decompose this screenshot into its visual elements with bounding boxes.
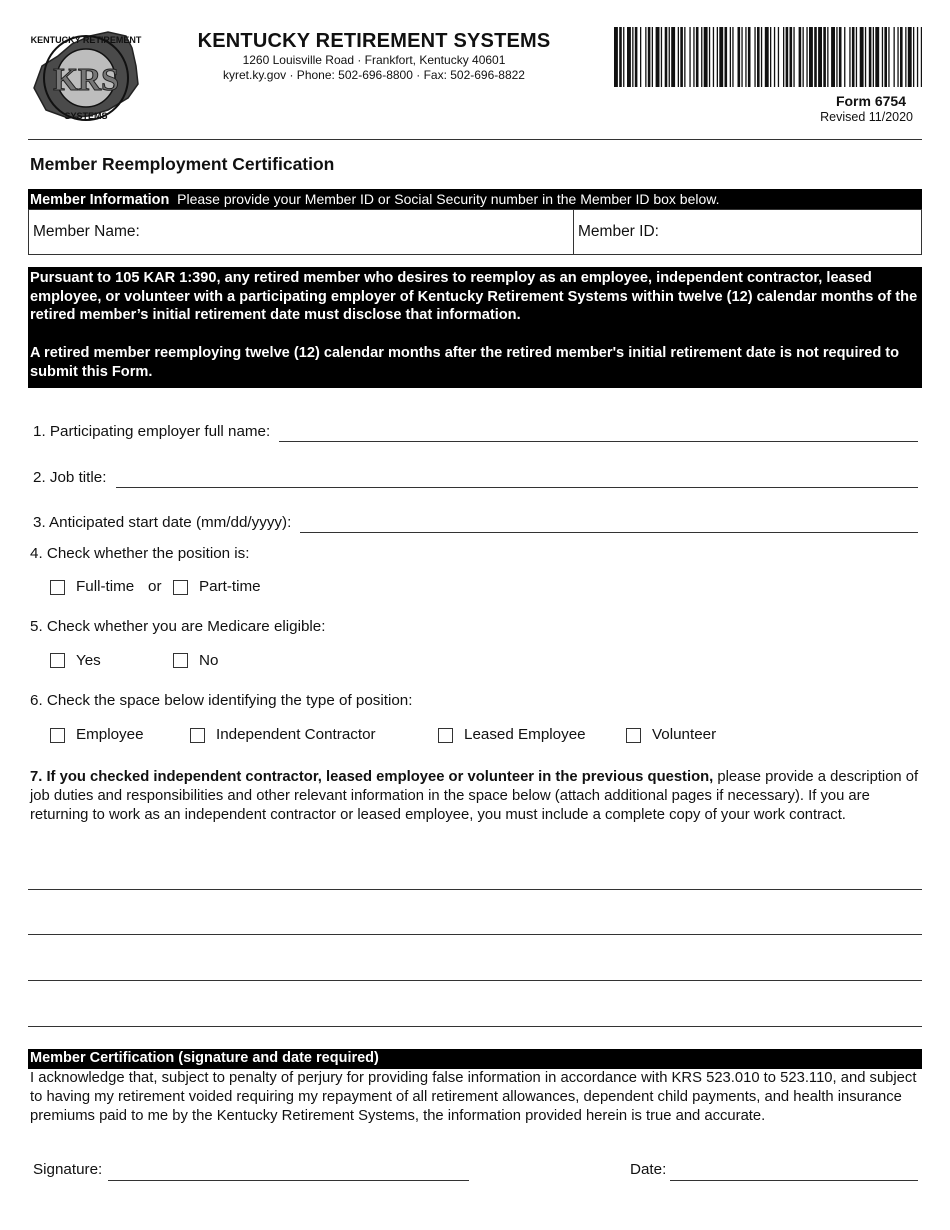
barcode-bar [852,27,855,87]
barcode-bar [856,27,857,87]
parttime-label: Part-time [199,578,261,595]
q7-bold: 7. If you checked independent contractor, leased employee or volunteer in the previous question, [30,769,714,785]
job-title-field[interactable] [116,487,918,488]
form-number: Form 6754 [835,93,906,109]
barcode-bar [827,27,828,87]
notice-paragraph-1: Pursuant to 105 KAR 1:390, any retired member who desires to reemploy as an employee, independent contractor, leased employee, or volunteer with a participating employer of Kentucky Retirement Systems within twelve (12) calendar months of the retired member’s initial retirement date must disclose that information. [30,270,918,324]
barcode-bar [900,27,903,87]
barcode-bar [783,27,784,87]
date-label: Date: [630,1161,667,1178]
description-line-3[interactable] [28,980,922,981]
revised-date: Revised 11/2020 [820,110,913,124]
medicare-no-label: No [199,652,219,669]
medicare-no-checkbox[interactable] [173,653,188,668]
header-divider [28,139,922,140]
barcode-bar [806,27,807,87]
barcode-bar [905,27,906,87]
certification-text: I acknowledge that, subject to penalty of perjury for providing false information in accordance with KRS 523.010 to 523.110, and subject to having my retirement voided requiring my repayment of all retirement allowances, dependent child payments, and health insurance premiums paid to me by the Kentucky Retirement Systems, the information provided herein is true and accurate. [30,1070,917,1124]
certification-heading: Member Certification (signature and date required) [28,1049,922,1069]
barcode-bar [632,27,633,87]
barcode-bar [865,27,866,87]
barcode-bar [765,27,769,87]
barcode-bar [627,27,631,87]
contractor-checkbox[interactable] [190,728,205,743]
barcode-bar [684,27,685,87]
barcode-bar [875,27,879,87]
barcode-bar [678,27,679,87]
q6-label: 6. Check the space below identifying the type of position: [30,692,413,709]
barcode-bar [745,27,746,87]
volunteer-checkbox[interactable] [626,728,641,743]
krs-logo [28,26,142,126]
fulltime-checkbox[interactable] [50,580,65,595]
barcode-bar [614,27,618,87]
barcode-bar [648,27,651,87]
barcode-bar [860,27,864,87]
org-address: 1260 Louisville Road · Frankfort, Kentucky 40601 [242,53,506,67]
barcode-bar [665,27,668,87]
logo-monogram: KRS [53,61,119,97]
org-header [190,30,558,83]
barcode-bar [778,27,779,87]
description-line-4[interactable] [28,1026,922,1027]
barcode-bar [884,27,887,87]
barcode-bar [696,27,699,87]
barcode-bar [701,27,702,87]
barcode-bar [671,27,675,87]
q7-text [30,768,920,825]
barcode-bar [689,27,690,87]
date-field[interactable] [670,1180,918,1181]
barcode-bar [704,27,708,87]
barcode-bar [774,27,775,87]
description-line-1[interactable] [28,889,922,890]
q1-label: 1. Participating employer full name: [33,423,271,440]
member-info-separator [573,210,574,254]
barcode-bar [799,27,802,87]
barcode-bar [741,27,742,87]
leased-employee-checkbox[interactable] [438,728,453,743]
barcode-bar [803,27,804,87]
member-info-heading: Member Information [30,192,170,208]
barcode-bar [623,27,624,87]
member-name-label: Member Name: [33,223,140,240]
member-info-bar [28,189,922,209]
q7-rest: please provide a description of job duties and responsibilities and other relevant information in the space below (attach additional pages if necessary). If you are returning to work as an independent contractor or leased employee, you must include a complete copy of your work contract. [30,769,919,823]
leased-employee-label: Leased Employee [464,726,586,743]
q5-label: 5. Check whether you are Medicare eligible: [30,618,326,635]
contractor-label: Independent Contractor [216,726,376,743]
member-id-label: Member ID: [578,223,659,240]
barcode-bar [913,27,914,87]
barcode-bar [839,27,842,87]
org-name: KENTUCKY RETIREMENT SYSTEMS [197,30,551,52]
fulltime-label: Full-time [76,578,135,595]
barcode-bar [748,27,751,87]
barcode-bar [770,27,771,87]
barcode-bar [738,27,741,87]
barcode-bar [757,27,760,87]
barcode-bar [888,27,889,87]
barcode-bar [656,27,660,87]
employee-checkbox[interactable] [50,728,65,743]
barcode-bar [645,27,646,87]
employee-label: Employee [76,726,144,743]
q2-label: 2. Job title: [33,469,107,486]
barcode-bar [693,27,694,87]
start-date-field[interactable] [300,532,918,533]
barcode-bar [917,27,918,87]
barcode-bar [754,27,755,87]
barcode [614,27,922,87]
barcode-bar [619,27,622,87]
barcode-bar [831,27,835,87]
parttime-checkbox[interactable] [173,580,188,595]
or-label: or [148,578,162,595]
barcode-bar [908,27,912,87]
barcode-bar [640,27,641,87]
q4-label: 4. Check whether the position is: [30,545,250,562]
reemployment-notice [28,267,922,388]
barcode-bar [661,27,662,87]
barcode-bar [725,27,728,87]
barcode-bar [814,27,817,87]
barcode-bar [732,27,733,87]
barcode-bar [680,27,683,87]
signature-field[interactable] [108,1180,469,1181]
barcode-bar [836,27,837,87]
medicare-yes-label: Yes [76,652,101,669]
volunteer-label: Volunteer [652,726,717,743]
barcode-bar [761,27,762,87]
q3-label: 3. Anticipated start date (mm/dd/yyyy): [33,514,292,531]
barcode-bar [894,27,895,87]
medicare-yes-checkbox[interactable] [50,653,65,668]
signature-label: Signature: [33,1161,103,1178]
barcode-bar [652,27,653,87]
barcode-bar [818,27,822,87]
barcode-bar [882,27,883,87]
barcode-bar [897,27,898,87]
barcode-bar [921,27,922,87]
description-line-2[interactable] [28,934,922,935]
employer-name-field[interactable] [279,441,918,442]
barcode-bar [809,27,813,87]
barcode-bar [713,27,714,87]
barcode-bar [790,27,793,87]
notice-paragraph-2: A retired member reemploying twelve (12) calendar months after the retired member's initial retirement date is not required to submit this Form. [30,345,900,380]
barcode-bar [844,27,845,87]
logo-ring-top: KENTUCKY RETIREMENT [30,35,142,45]
barcode-bar [669,27,670,87]
barcode-bar [635,27,638,87]
logo-ring-bottom: SYSTEMS [64,111,108,121]
barcode-bar [793,27,794,87]
member-info-instruction: Please provide your Member ID or Social Security number in the Member ID box below. [177,191,720,207]
barcode-bar [873,27,874,87]
org-contact: kyret.ky.gov · Phone: 502-696-8800 · Fax: 502-696-8822 [223,68,525,82]
barcode-bar [717,27,718,87]
barcode-bar [823,27,826,87]
barcode-bar [719,27,723,87]
barcode-bar [709,27,710,87]
barcode-bar [849,27,850,87]
member-info-box [28,209,922,255]
barcode-bar [730,27,731,87]
barcode-bar [786,27,789,87]
barcode-bar [869,27,872,87]
page-title: Member Reemployment Certification [30,154,335,174]
